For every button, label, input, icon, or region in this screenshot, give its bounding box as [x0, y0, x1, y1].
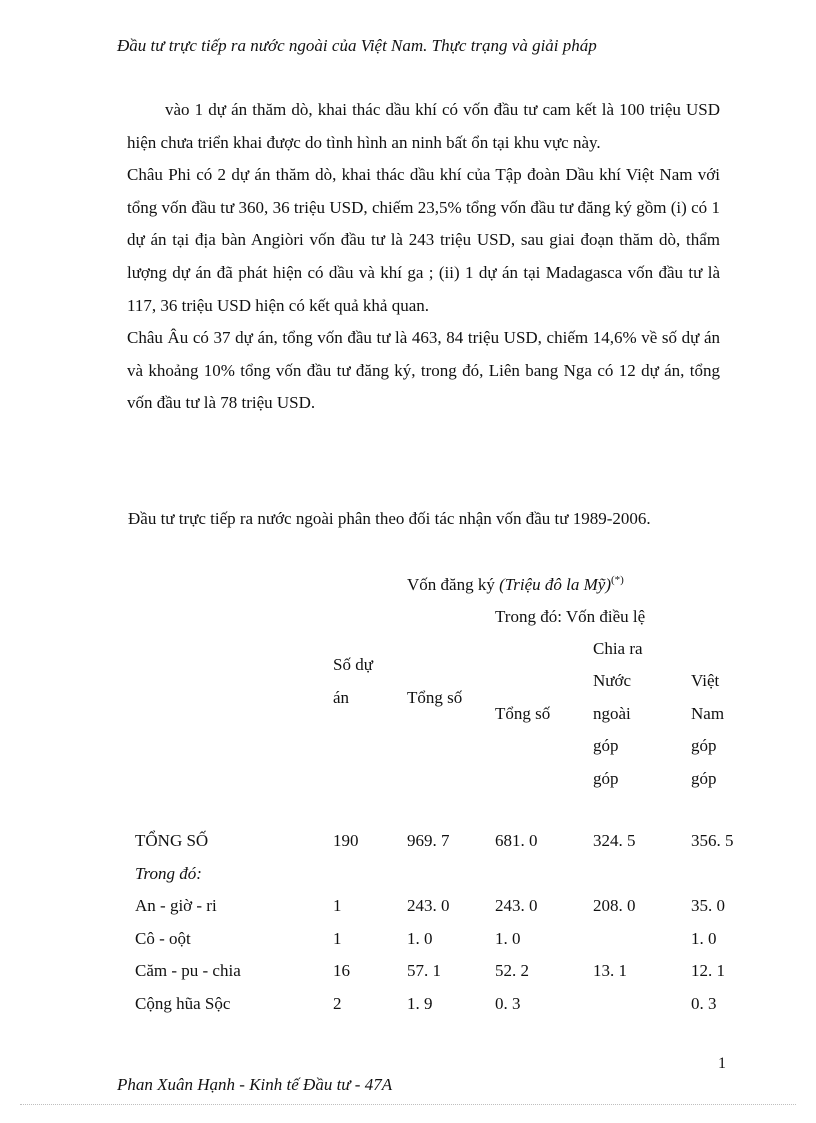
body-text — [127, 94, 720, 420]
paragraph: Châu Âu có 37 dự án, tổng vốn đầu tư là 463, 84 triệu USD, chiếm 14,6% về số dự án và khoảng 10% tổng vốn đầu tư đăng ký, trong đó, Liên bang Nga có 12 dự án, tổng vốn đầu tư là 78 triệu USD. — [127, 328, 720, 413]
header-num-projects: Số dự án — [333, 655, 373, 707]
cell-projects: 16 — [333, 961, 350, 980]
table-row — [0, 890, 816, 923]
cell-vietnam: 356. 5 — [691, 831, 734, 850]
cell-charter: 243. 0 — [495, 896, 538, 915]
cell-charter: 1. 0 — [495, 928, 521, 948]
table-row — [0, 955, 816, 988]
row-name: TỔNG SỐ — [135, 831, 209, 850]
note-mark: (*) — [610, 574, 624, 586]
cell-total: 1. 0 — [407, 928, 433, 948]
cell-foreign: 208. 0 — [593, 896, 636, 915]
row-name: Cô - oột — [135, 928, 191, 948]
page-number: 1 — [718, 1055, 726, 1072]
paragraph: Châu Phi có 2 dự án thăm dò, khai thác dầu khí của Tập đoàn Dầu khí Việt Nam với tổng vốn đầu tư 360, 36 triệu USD, chiếm 23,5% tổng vốn đầu tư đăng ký gồm (i) có 1 dự án tại địa bàn Angiòri vốn đầu tư là 243 triệu USD, sau giai đoạn thăm dò, thẩm lượng dự án đã phát hiện có dầu và khí ga ; (ii) 1 dự án tại Madagasca vốn đầu tư là 117, 36 triệu USD hiện có kết quả khả quan. — [127, 165, 720, 315]
cell-projects: 190 — [333, 831, 359, 850]
cell-foreign: 13. 1 — [593, 961, 627, 980]
row-name: Cộng hũa Sộc — [135, 993, 231, 1013]
cell-total: 243. 0 — [407, 896, 450, 915]
header-total: Tổng số — [407, 688, 463, 707]
cell-total: 57. 1 — [407, 961, 441, 980]
footer-divider — [20, 1104, 796, 1105]
cell-vietnam: 0. 3 — [691, 993, 717, 1013]
cell-charter: 52. 2 — [495, 961, 529, 980]
row-name: Trong đó: — [135, 863, 202, 883]
cell-vietnam: 12. 1 — [691, 961, 725, 980]
header-unit: (Triệu đô la Mỹ) — [499, 575, 611, 594]
running-header: Đầu tư trực tiếp ra nước ngoài của Việt Nam. Thực trạng và giải pháp — [117, 36, 597, 55]
cell-vietnam: 35. 0 — [691, 896, 725, 915]
cell-projects: 2 — [333, 993, 342, 1013]
table-row-total — [0, 825, 816, 858]
paragraph: vào 1 dự án thăm dò, khai thác dầu khí có vốn đầu tư cam kết là 100 triệu USD hiện chưa triển khai được do tình hình an ninh bất ổn tại khu vực này. — [127, 100, 720, 152]
row-name: Căm - pu - chia — [135, 961, 241, 980]
header-charter-capital: Trong đó: Vốn điều lệ — [495, 607, 646, 626]
table-row-subheading — [0, 858, 816, 891]
cell-vietnam: 1. 0 — [691, 928, 717, 948]
cell-charter: 681. 0 — [495, 831, 538, 850]
cell-projects: 1 — [333, 928, 342, 948]
cell-total: 1. 9 — [407, 993, 433, 1013]
cell-projects: 1 — [333, 896, 342, 915]
header-vietnam-contribution: Việt Nam góp góp — [691, 671, 725, 788]
table-row — [0, 988, 816, 1021]
investment-table — [0, 825, 816, 1020]
running-footer: Phan Xuân Hạnh - Kinh tế Đầu tư - 47A — [117, 1075, 393, 1094]
cell-charter: 0. 3 — [495, 993, 521, 1013]
cell-total: 969. 7 — [407, 831, 450, 850]
header-charter-total: Tổng số — [495, 704, 551, 723]
header-breakdown: Chia ra — [593, 639, 643, 658]
header-foreign-contribution: Nước ngoài góp góp — [593, 671, 632, 788]
table-row — [0, 923, 816, 956]
table-caption: Đầu tư trực tiếp ra nước ngoài phân theo đối tác nhận vốn đầu tư 1989-2006. — [128, 509, 651, 528]
row-name: An - giờ - ri — [135, 896, 217, 915]
header-registered-capital: Vốn đăng ký (Triệu đô la Mỹ)(*) — [407, 574, 624, 594]
cell-foreign: 324. 5 — [593, 831, 636, 850]
